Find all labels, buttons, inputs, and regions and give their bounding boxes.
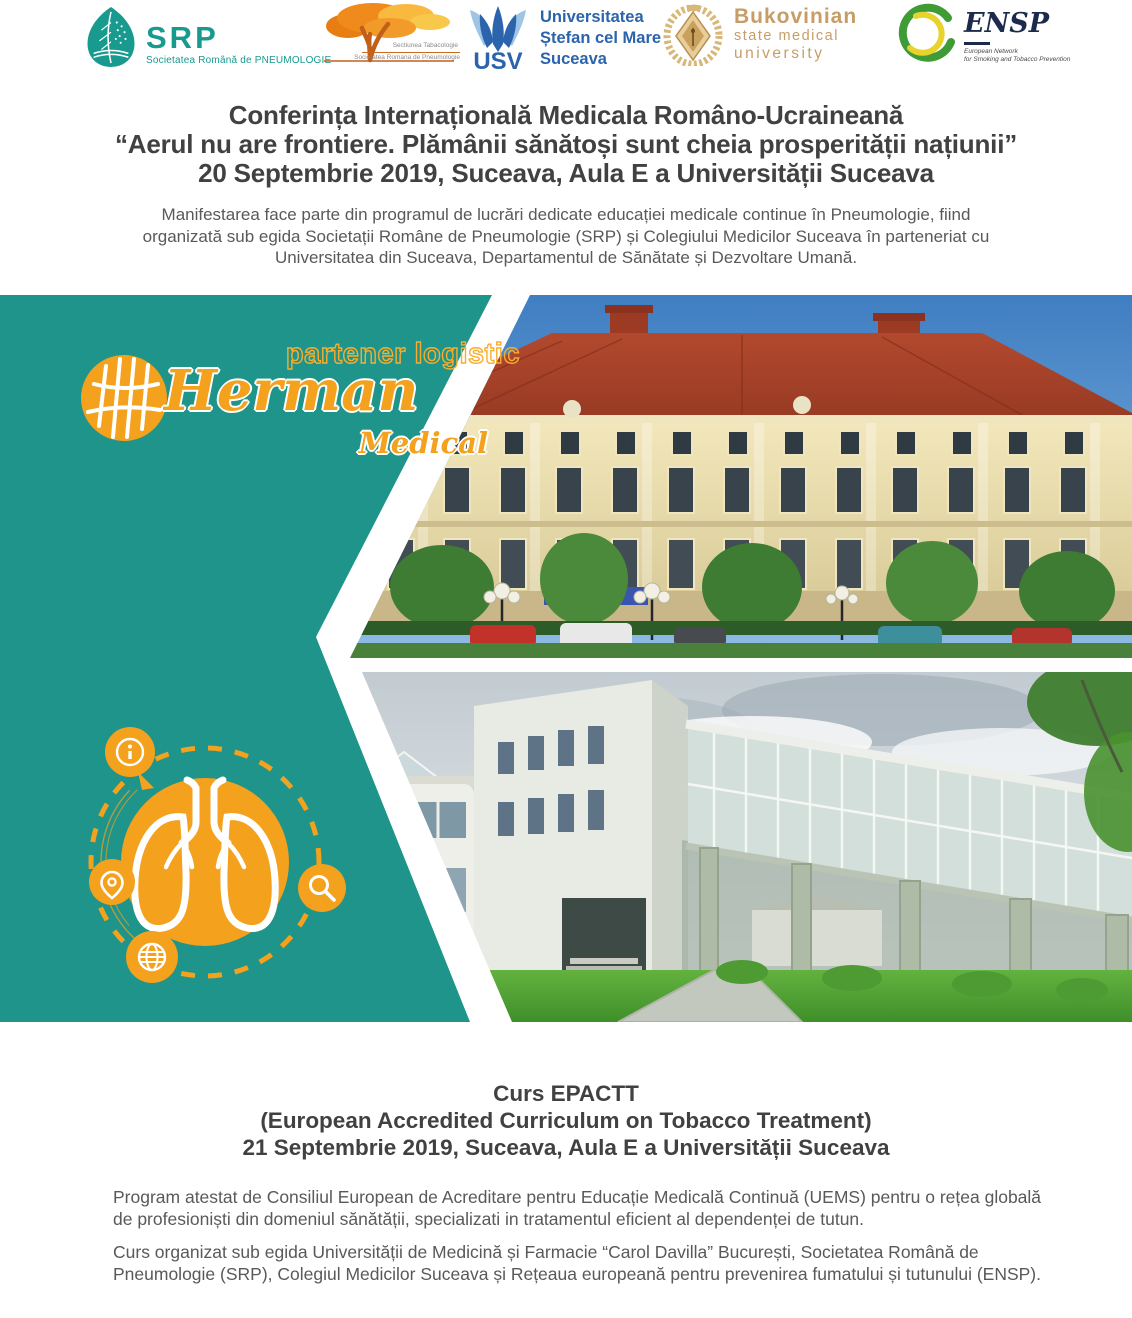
tabacologie-logo — [318, 2, 460, 80]
course-title-line1: Curs EPACTT — [493, 1081, 639, 1106]
tabacologie-society-label: Societatea Romana de Pneumologie — [354, 54, 460, 61]
lungs-infographic — [55, 720, 365, 1020]
location-pin-icon — [89, 859, 135, 905]
ensp-acronym: ENSP — [964, 8, 1050, 39]
srp-acronym: SRP — [146, 20, 219, 55]
bukovinian-line2: state medical — [734, 28, 839, 44]
info-icon — [105, 727, 155, 790]
intro-line3: Universitatea din Suceava, Departamentul de Sănătate și Dezvoltare Umană. — [274, 248, 858, 267]
conference-title-line1: Conferința Internațională Medicala Româno-Ucraineană — [228, 100, 904, 130]
bukovinian-line1: Bukovinian — [734, 5, 858, 28]
partner-name: Herman — [164, 358, 419, 424]
usv-name-line2: Ștefan cel Mare — [540, 29, 662, 47]
ensp-tagline1: European Network — [964, 48, 1018, 55]
course-title — [0, 1080, 1132, 1161]
partner-subname: Medical — [358, 426, 488, 460]
conference-title — [0, 101, 1132, 188]
organizers-paragraph: Curs organizat sub egida Universității de Medicină și Farmacie “Carol Davilla” București, Societatea Română de Pneumologie (SRP), Colegiul Medicilor Suceava și Rețeaua europeană pentru prevenirea fumatului și tutunului (ENSP). — [113, 1242, 1041, 1284]
ensp-tagline2: for Smoking and Tobacco Prevention — [964, 56, 1071, 63]
hero-band — [0, 295, 1132, 1022]
bukovinian-logo — [660, 4, 857, 66]
usv-logo — [466, 2, 661, 72]
bukovinian-line3: university — [734, 45, 825, 62]
usv-name-line3: Suceava — [540, 50, 607, 68]
herman-h-icon — [78, 352, 170, 444]
bukovinian-emblem-icon — [660, 4, 726, 66]
course-title-line3: 21 Septembrie 2019, Suceava, Aula E a Universității Suceava — [242, 1135, 890, 1160]
conference-title-line3: 20 Septembrie 2019, Suceava, Aula E a Universității Suceava — [198, 158, 934, 188]
ensp-logo — [896, 2, 1070, 70]
ensp-swirl-icon — [896, 2, 956, 70]
magnifier-icon — [298, 864, 346, 912]
ensp-rule — [964, 42, 990, 45]
srp-logo — [82, 4, 331, 70]
usv-crown-icon — [466, 2, 530, 72]
herman-partner-logo — [78, 338, 520, 510]
uems-paragraph: Program atestat de Consiliul European de Acreditare pentru Educație Medicală Continuă (UEMS) pentru o rețea globală de profesioniști din domeniul sănătății, specializati in tratamentul eficient al dependenței de tutun. — [113, 1187, 1042, 1229]
srp-name: Societatea Română de PNEUMOLOGIE — [146, 55, 332, 66]
tabacologie-divider — [362, 52, 460, 53]
course-title-line2: (European Accredited Curriculum on Tobacco Treatment) — [260, 1108, 872, 1133]
conference-title-line2: “Aerul nu are frontiere. Plămânii sănătoși sunt cheia prosperității națiunii” — [114, 129, 1018, 159]
tabacologie-section-label: Sectiunea Tabacologie — [392, 42, 458, 49]
partner-label: partener logistic — [285, 338, 520, 370]
usv-acronym: USV — [473, 48, 523, 72]
intro-paragraph — [116, 204, 1016, 269]
intro-line1: Manifestarea face parte din programul de lucrări dedicate educației medicale continue în Pneumologie, fiind — [161, 205, 971, 224]
globe-icon — [126, 931, 178, 983]
srp-leaf-icon — [82, 4, 140, 70]
usv-name-line1: Universitatea — [540, 8, 644, 26]
intro-line2: organizată sub egida Societații Române de Pneumologie (SRP) și Colegiului Medicilor Suceava în parteneriat cu — [142, 226, 990, 246]
